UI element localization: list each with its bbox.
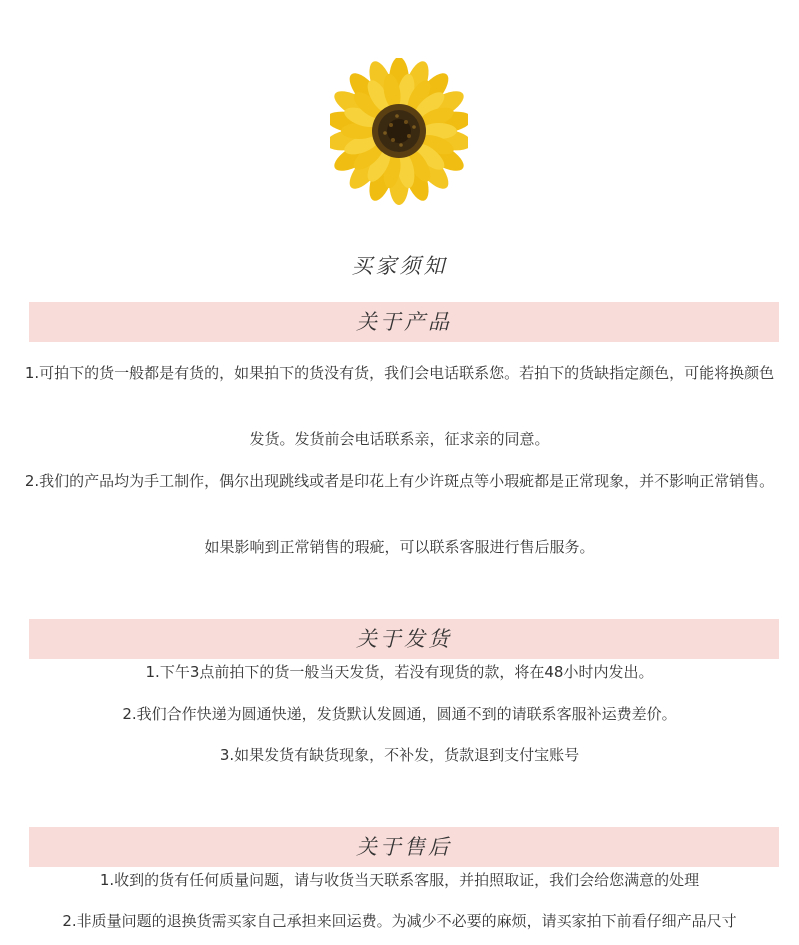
page-title: 买家须知	[351, 254, 448, 278]
section-heading-product: 关于产品	[29, 302, 779, 342]
shipping-paragraph-3: 3.如果发货有缺货现象，不补发，货款退到支付宝账号	[219, 746, 580, 764]
shipping-paragraph-2: 2.我们合作快递为圆通快递，发货默认发圆通，圆通不到的请联系客服补运费差价。	[122, 705, 677, 723]
product-paragraph-1: 1.可拍下的货一般都是有货的，如果拍下的货没有货，我们会电话联系您。若拍下的货缺指定颜色，可能将换颜色	[24, 364, 775, 382]
aftersales-paragraph-1: 1.收到的货有任何质量问题，请与收货当天联系客服，并拍照取证，我们会给您满意的处理	[99, 871, 700, 889]
section-heading-shipping: 关于发货	[29, 619, 779, 659]
shipping-paragraph-1: 1.下午3点前拍下的货一般当天发货，若没有现货的款，将在48小时内发出。	[145, 663, 654, 681]
aftersales-paragraph-2: 2.非质量问题的退换货需买家自己承担来回运费。为减少不必要的麻烦，请买家拍下前看仔细产品尺寸	[62, 912, 737, 930]
product-paragraph-2: 发货。发货前会电话联系亲，征求亲的同意。	[249, 430, 550, 448]
sunflower-image	[330, 58, 468, 206]
product-paragraph-4: 如果影响到正常销售的瑕疵，可以联系客服进行售后服务。	[204, 538, 595, 556]
section-heading-aftersales: 关于售后	[29, 827, 779, 867]
product-paragraph-3: 2.我们的产品均为手工制作，偶尔出现跳线或者是印花上有少许斑点等小瑕疵都是正常现象，并不影响正常销售。	[24, 472, 775, 490]
